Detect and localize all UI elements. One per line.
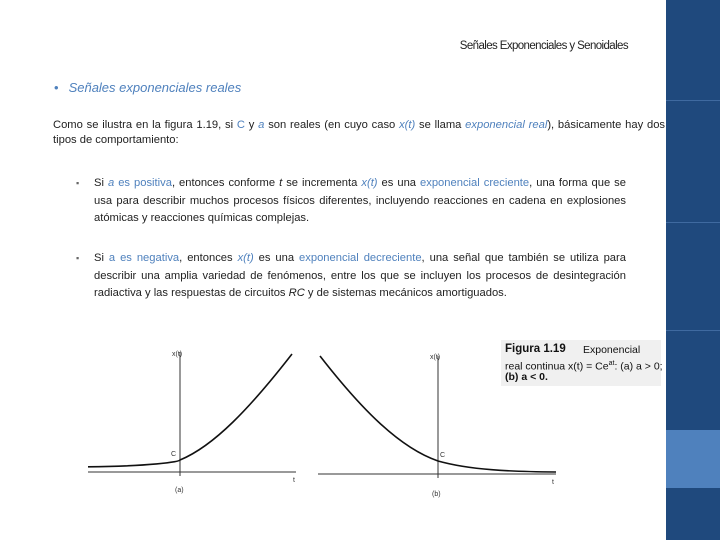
plot-a-c-label: C [171, 451, 177, 458]
term-positiva: es positiva [114, 177, 172, 189]
term-a-negativa: a es negativa [108, 252, 180, 264]
symbol-xt: x(t) [361, 177, 378, 189]
caption-case-a: : (a) a > 0; [614, 360, 663, 373]
plot-a-curve [88, 354, 292, 467]
term-exponencial-decreciente: exponencial decreciente [299, 252, 422, 264]
plot-b-xlabel: t [552, 479, 554, 486]
bullet-icon: ▪ [76, 178, 80, 188]
text: ), básicamente hay dos tipos de comportamiento: [53, 119, 666, 146]
text: son reales (en cuyo caso [264, 119, 400, 131]
plot-a-ylabel: x(t) [172, 351, 183, 358]
text: y de sistemas mecánicos amortiguados. [304, 287, 507, 299]
caption-line-3: (b) a < 0. [505, 371, 548, 383]
text: es una [253, 252, 300, 264]
caption-title: Figura 1.19 [505, 343, 566, 355]
text: , entonces [179, 252, 238, 264]
plot-b-c-label: C [440, 452, 446, 459]
text: Si [94, 177, 108, 189]
text: , entonces conforme [171, 177, 280, 189]
plot-b-sublabel: (b) [432, 491, 441, 498]
symbol-xt: x(t) [399, 119, 416, 131]
text: Si [94, 252, 109, 264]
caption-line-1: Exponencial [583, 344, 641, 356]
text: se incrementa [282, 177, 362, 189]
plot-a-sublabel: (a) [175, 487, 184, 494]
symbol-rc: RC [288, 287, 305, 299]
term-exponencial-real: exponencial real [465, 119, 548, 131]
main-bullet-text: Señales exponenciales reales [68, 80, 242, 95]
symbol-a: a [258, 119, 265, 131]
figure-caption [501, 340, 661, 386]
text: y [245, 119, 259, 131]
caption-exponent: at [608, 360, 615, 367]
plot-a-xlabel: t [293, 477, 295, 484]
text: Como se ilustra en la figura 1.19, si [53, 119, 237, 131]
term-exponencial-creciente: exponencial creciente [420, 177, 530, 189]
caption-formula: real continua x(t) = Ce [505, 360, 609, 373]
bullet-icon: ▪ [76, 253, 80, 263]
symbol-xt: x(t) [237, 252, 254, 264]
text: , una señal que también se utiliza para describir una amplia variedad de fenómenos, entre los que se incluyen los procesos de desintegración radiactiva y las respuestas de circuitos [94, 252, 626, 299]
text: se llama [415, 119, 466, 131]
symbol-a: a [107, 177, 115, 189]
text: es una [377, 177, 421, 189]
plot-b-ylabel: x(t) [430, 354, 441, 361]
symbol-t: t [279, 177, 283, 189]
symbol-c: C [236, 119, 245, 131]
bullet-icon: • [54, 80, 59, 95]
text: , una forma que se usa para describir muchos procesos físicos diferentes, incluyendo reacciones en cadena en explosiones atómicas y reacciones químicas complejas. [94, 177, 626, 224]
slide-title: Señales Exponenciales y Senoidales [459, 40, 628, 52]
plot-a [88, 351, 296, 494]
